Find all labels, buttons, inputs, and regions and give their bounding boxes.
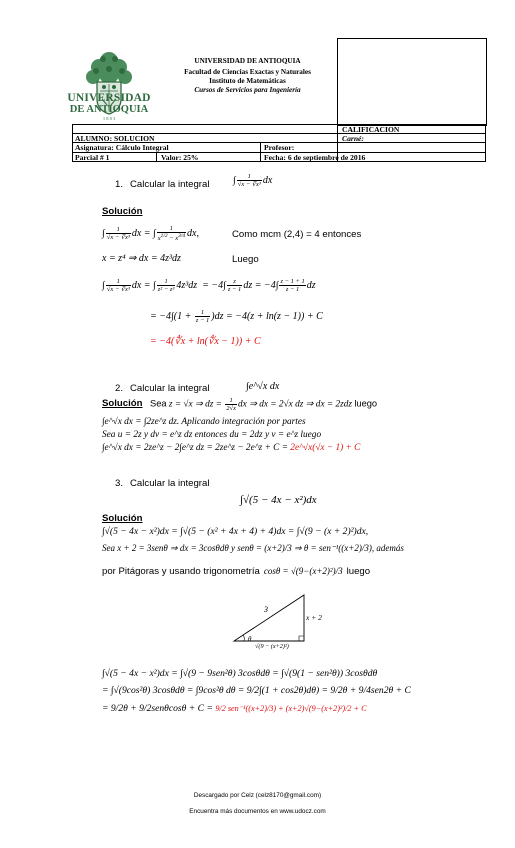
professor-cell: Profesor:: [264, 143, 295, 152]
problem-3-line-5: = ∫√(9cos²θ) 3cosθdθ = ∫9cos²θ dθ = 9/2∫(1 + cos2θ)dθ) = 9/2θ + 9/4sen2θ + C: [102, 685, 411, 696]
problem-3-final-answer: 9/2 sen⁻¹((x+2)/3) + (x+2)√(9−(x+2)²)/2 + C: [215, 704, 367, 713]
problem-2-number: 2.: [115, 383, 124, 394]
problem-3-line-3-text: por Pitágoras y usando trigonometría: [102, 566, 260, 577]
triangle-opposite-label: x + 2: [306, 613, 322, 622]
problem-3-number: 3.: [115, 478, 124, 489]
problem-3-line-6-black: = 9/2θ + 9/2senθcosθ + C =: [102, 703, 213, 714]
info-table: [72, 124, 486, 162]
triangle-shape: [234, 595, 304, 641]
problem-3-line-6: [102, 703, 367, 715]
problem-3-line-1: ∫√(5 − 4x − x²)dx = ∫√(5 − (x² + 4x + 4) + 4)dx = ∫√(9 − (x + 2)²)dx,: [102, 526, 369, 537]
triangle-adjacent-label: √(9 − (x+2)²): [255, 643, 289, 650]
value-cell: Valor: 25%: [161, 153, 199, 162]
problem-3-line-4: ∫√(5 − 4x − x²)dx = ∫√(9 − 9sen²θ) 3cosθdθ = ∫√(9(1 − sen²θ)) 3cosθdθ: [102, 668, 378, 679]
problem-3-statement: Calcular la integral: [130, 478, 210, 489]
institute-name: Instituto de Matemáticas: [209, 77, 286, 85]
problem-3-line-2: Sea x + 2 = 3senθ ⇒ dx = 3cosθdθ y senθ = (x+2)/3 ⇒ θ = sen⁻¹((x+2)/3), además: [102, 543, 404, 553]
angle-arc: [243, 635, 244, 641]
problem-1-line-1: ∫ $\frac{1}{\text{√x − ∜x³}}$ dx = ∫ $\frac{1}{x^{1/2} - x^{3/4}}$ dx,: [102, 225, 199, 243]
right-triangle-diagram: [228, 587, 348, 647]
problem-2-final-answer: 2e^√x(√x − 1) + C: [290, 443, 361, 453]
problem-1-line-4: = −4∫(1 + $\frac{1}{z - 1}$ )dz = −4(z + ln(z − 1)) + C: [150, 309, 323, 324]
student-cell: [75, 134, 155, 143]
problem-1-final-answer: = −4(∜x + ln(∜x − 1)) + C: [150, 336, 261, 347]
grade-box: [337, 38, 487, 126]
faculty-name: Facultad de Ciencias Exactas y Naturales: [184, 68, 311, 76]
problem-2-integral: ∫e^√x dx: [246, 381, 280, 392]
problem-3-line-3: [102, 561, 370, 579]
problem-1-substitution: x = z⁴ ⇒ dx = 4z³dz: [102, 253, 181, 264]
triangle-hypotenuse-label: 3: [264, 605, 268, 614]
problem-1-mcm-text: Como mcm (2,4) = 4 entonces: [232, 229, 362, 240]
problem-3-luego: luego: [346, 566, 371, 577]
problem-3-solution-label: Solución: [102, 513, 143, 524]
problem-1-number: 1.: [115, 179, 124, 190]
problem-2-line-4-black: ∫e^√x dx = 2ze^z − 2∫e^z dz = 2ze^z − 2e^z + C =: [102, 443, 288, 453]
grade-label: CALIFICACION: [342, 125, 400, 134]
problem-2-line-3: Sea u = 2z y dv = e^z dz entonces du = 2dz y v = e^z luego: [102, 430, 322, 440]
logo-year: 1 8 0 3: [102, 116, 116, 121]
problem-1-integral: ∫ $\frac{1}{\text{√x − ∜x³}}$ dx: [233, 173, 273, 188]
id-cell: Carné:: [342, 134, 364, 143]
partial-cell: Parcial # 1: [75, 153, 110, 162]
problem-3-cos-expression: cosθ = √(9−(x+2)²)/3: [263, 566, 343, 576]
problem-1-line-3: ∫ $\frac{1}{\text{√x − ∜x³}}$ dx = ∫ $\frac{1}{\text{z² − z³}}$ 4z³dz = −4∫ $\frac{z}{z - 1}$ dz = −4∫ $\frac{z - 1 + 1}{z - 1}$ dz: [102, 278, 316, 293]
problem-1-statement: Calcular la integral: [130, 179, 210, 190]
logo-text-antioquia: DE ANTIOQUIA: [69, 104, 149, 115]
courses-name: Cursos de Servicios para Ingeniería: [194, 86, 301, 94]
problem-2-line-4: [102, 442, 360, 454]
footer-udocz-line: Encuentra más documentos en www.udocz.com: [189, 808, 326, 815]
right-angle-mark: [299, 636, 304, 641]
problem-1-solution-label: Solución: [102, 206, 143, 217]
problem-3-integral: ∫√(5 − 4x − x²)dx: [240, 494, 317, 506]
footer-download-line: Descargado por Celz (celz8170@gmail.com): [193, 792, 322, 799]
problem-2-statement: Calcular la integral: [130, 383, 210, 394]
date-cell: Fecha: 6 de septiembre de 2016: [264, 153, 366, 162]
problem-2-line-2: ∫e^√x dx = ∫2ze^z dz. Aplicando integración por partes: [102, 417, 306, 427]
university-name: UNIVERSIDAD DE ANTIOQUIA: [194, 57, 301, 65]
problem-2-line-1: Sea z = √x ⇒ dz = $\frac{1}{2√x}$ dx ⇒ dx = 2√x dz ⇒ dx = 2zdz luego: [150, 397, 378, 412]
problem-1-luego: Luego: [232, 254, 259, 265]
subject-cell: Asignatura: Cálculo Integral: [75, 143, 169, 152]
triangle-angle-label: θ: [248, 635, 252, 643]
logo-text-university: UNIVERSIDAD: [67, 92, 151, 104]
problem-2-solution-label: Solución: [102, 398, 143, 409]
student-label: ALUMNO: SOLUCION: [75, 134, 155, 143]
